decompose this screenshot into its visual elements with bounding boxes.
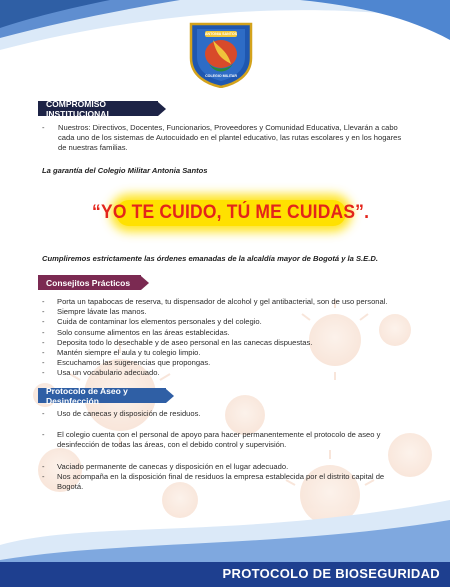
list-item: - Siempre lávate las manos. — [42, 307, 412, 317]
section-header-label: COMPROMISO INSTITUCIONAL — [38, 101, 158, 116]
slogan-text: “YO TE CUIDO, TÚ ME CUIDAS”. — [92, 202, 370, 223]
list-item: - Porta un tapabocas de reserva, tu dispensador de alcohol y gel antibacterial, son de uso personal. — [42, 297, 412, 307]
list-item: - Cuida de contaminar los elementos personales y del colegio. — [42, 317, 412, 327]
list-item: - El colegio cuenta con el personal de apoyo para hacer permanentemente el protocolo de aseo y desinfección de todas las áreas, con el debido control y supervisión. — [42, 430, 412, 450]
crest-text-bottom: COLEGIO MILITAR — [205, 74, 237, 78]
compromiso-text: Nuestros: Directivos, Docentes, Funcionarios, Proveedores y Comunidad Educativa, Llevarán a cabo cada uno de los sistemas de Autocuidado en el plantel educativo, las rutas escolares y en los hogares de nuestras familias. — [58, 123, 402, 152]
crest-text-top: ANTONIA SANTOS — [204, 32, 238, 36]
section-header-label: Protocolo de Aseo y Desinfección — [38, 388, 166, 403]
list-item: - Nos acompaña en la disposición final de residuos la empresa establecida por el distrito capital de Bogotá. — [42, 472, 412, 492]
section-header-tip — [158, 102, 166, 116]
footer-title: PROTOCOLO DE BIOSEGURIDAD — [222, 566, 440, 581]
page: ANTONIA SANTOS COLEGIO MILITAR COMPROMISO INSTITUCIONAL - Nuestros: Directivos, Docentes, Funcionarios, Proveedores y Comunidad Educativa, Llevarán a cabo cada uno de los sistemas de Autocuidado en el plantel educativo, las rutas escolares y en los hogares de nuestras familias. La garantía del Colegio Militar Antonia Santos “YO TE CUIDO, TÚ ME CUIDAS”. Cumpliremos estrictamente las órdenes emanadas de la alcaldía mayor de Bogotá y la S.E.D. Consejitos Prácticos - Porta un tapabocas de reserva, tu dispensador de alcohol y gel antibacterial, son de uso personal. - Siempre lávate las manos. - Cuida de contaminar los elementos personales y del colegio. - Solo consume alimentos en las áreas establecidas. - Deposita todo lo desechable y de aseo personal en las canecas dispuestas. - Mantén siempre el aula y tu colegio limpio. - Escuchamos las sugerencias que propongas. - Usa un vocabulario adecuado. Protocolo de Aseo y Desinfección - Uso de canecas y disposición de residuos. - El colegio cuenta con el personal de apoyo para hacer permanentemente el protocolo de aseo y desinfección de todas las áreas, con el debido control y supervisión. - Vaciado permanente de canecas y disposición en el lugar adecuado. - Nos acompaña en la disposición final de residuos la empresa establecida por el distrito capital de Bogotá. PROTOCOLO DE BIOSEGURIDAD — [0, 0, 450, 587]
section-header-aseo — [38, 385, 174, 406]
list-item: - Uso de canecas y disposición de residuos. — [42, 409, 412, 419]
section-header-compromiso — [38, 98, 166, 119]
list-item: - Escuchamos las sugerencias que propongas. — [42, 358, 412, 368]
list-item: - Mantén siempre el aula y tu colegio limpio. — [42, 348, 412, 358]
slogan-banner — [92, 200, 370, 226]
list-item: - Vaciado permanente de canecas y disposición en el lugar adecuado. — [42, 462, 412, 472]
guarantee-line: La garantía del Colegio Militar Antonia Santos — [42, 166, 208, 175]
section-header-consejos — [38, 275, 149, 290]
aseo-list-1 — [42, 409, 412, 419]
aseo-list-3 — [42, 462, 412, 493]
section-header-tip — [141, 276, 149, 290]
section-header-label: Consejitos Prácticos — [38, 275, 141, 290]
list-item: - Usa un vocabulario adecuado. — [42, 368, 412, 378]
aseo-list-2 — [42, 430, 412, 450]
consejos-list — [42, 297, 412, 379]
list-item: - Deposita todo lo desechable y de aseo personal en las canecas dispuestas. — [42, 338, 412, 348]
compliance-line: Cumpliremos estrictamente las órdenes emanadas de la alcaldía mayor de Bogotá y la S.E.D. — [42, 254, 378, 263]
section-header-tip — [166, 389, 174, 403]
list-item: - Solo consume alimentos en las áreas establecidas. — [42, 328, 412, 338]
